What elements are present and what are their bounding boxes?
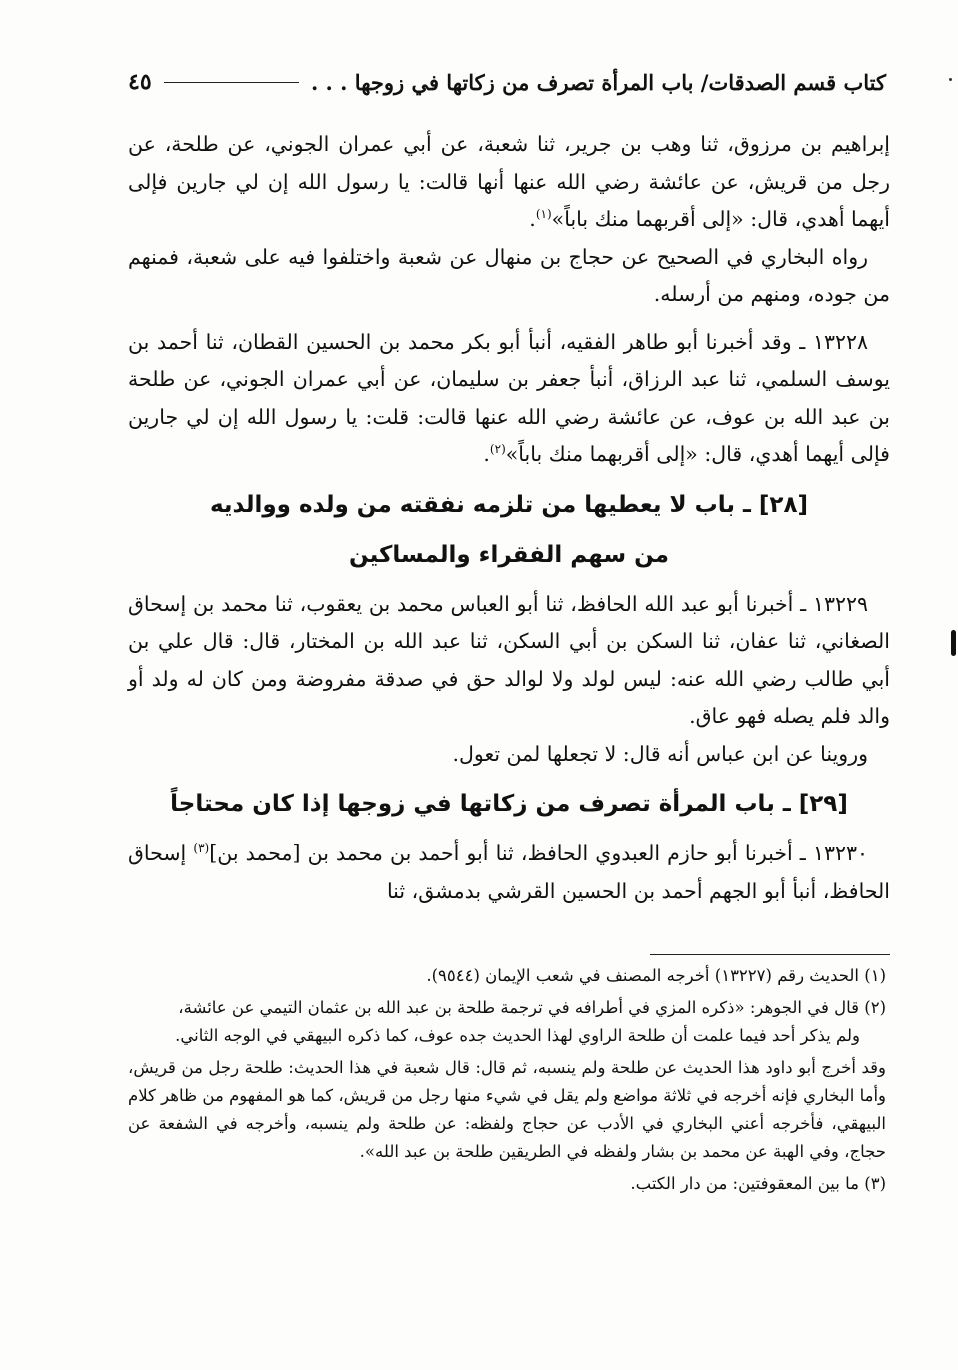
main-text: [128, 126, 890, 910]
footnote-ref-1: (١): [535, 207, 552, 222]
hadith-13229: ١٣٢٢٩ ـ أخبرنا أبو عبد الله الحافظ، ثنا أبو العباس محمد بن يعقوب، ثنا محمد بن إسحاق الصغاني، ثنا عفان، ثنا السكن بن أبي السكن، ثنا عبد الله بن المختار، قال: قال علي بن أبي طالب رضي الله عنه: ليس لولد ولا لوالد حق في صدقة مفروضة ومن كان له ولد أو والد فلم يصله فهو عاق.: [128, 591, 890, 728]
footnote-ref-2: (٢): [489, 442, 506, 457]
footnote-3: (٣) ما بين المعقوفتين: من دار الكتب.: [630, 1174, 886, 1193]
running-head-rule: [164, 82, 299, 83]
hadith-13228: ١٣٢٢٨ ـ وقد أخبرنا أبو طاهر الفقيه، أنبأ أبو بكر محمد بن الحسين القطان، ثنا أحمد بن يوسف السلمي، ثنا عبد الرزاق، أنبأ جعفر بن سليمان، عن أبي عمران الجوني، عن طلحة بن عبد الله بن عوف، عن عائشة رضي الله عنها قالت: قلت: يا رسول الله إن لي جارين فإلى أيهما أهدي، قال: «إلى أقربهما منك باباً»$^{(٢)}$.: [128, 329, 890, 466]
chapter-heading-28: [128, 480, 890, 580]
running-title: كتاب قسم الصدقات/ باب المرأة تصرف من زكاتها في زوجها . . .: [310, 69, 886, 95]
footnote-1: (١) الحديث رقم (١٣٢٢٧) أخرجه المصنف في شعب الإيمان (٩٥٤٤).: [426, 966, 886, 985]
hadith-13230: ١٣٢٣٠ ـ أخبرنا أبو حازم العبدوي الحافظ، ثنا أبو أحمد بن محمد بن [محمد بن]$^{(٣)}$ إسحاق الحافظ، أنبأ أبو الجهم أحمد بن الحسين القرشي بدمشق، ثنا: [128, 841, 890, 903]
footnote-2-continuation: ولم يذكر أحد فيما علمت أن طلحة الراوي لهذا الحديث جده عوف، كما ذكره البيهقي في الوجه الثاني.: [175, 1026, 860, 1045]
footnote-2: (٢) قال في الجوهر: «ذكره المزي في أطرافه في ترجمة طلحة بن عبد الله بن عثمان التيمي عن عائشة،: [178, 998, 886, 1017]
running-head: [128, 62, 886, 102]
narration-note: رواه البخاري في الصحيح عن حجاج بن منهال عن شعبة واختلفوا فيه على شعبة، فمنهم من جوده، ومنهم من أرسله.: [128, 244, 890, 306]
footnote-rule: [650, 954, 890, 955]
chapter-heading-28-line2: من سهم الفقراء والمساكين: [348, 541, 670, 568]
footnote-2-paragraph: وقد أخرج أبو داود هذا الحديث عن طلحة ولم ينسبه، ثم قال: قال شعبة في هذا الحديث: طلحة رجل من قريش، وأما البخاري فإنه أخرجه في ثلاثة مواضع ولم يقل في شيء منها رجل من قريش، كما هو المفهوم من ظاهر كلام البيهقي، فأخرجه أعني البخاري في الأدب عن حجاج ولفظه: عن طلحة ولم ينسبه، وأخرجه في الشفعة عن حجاج، وفي الهبة عن محمد بن بشار ولفظه في الطريقين طلحة بن عبد الله».: [128, 1058, 886, 1161]
narration-ibn-abbas: وروينا عن ابن عباس أنه قال: لا تجعلها لمن تعول.: [452, 741, 868, 766]
chapter-heading-28-line1: [٢٨] ـ باب لا يعطيها من تلزمه نفقته من ولده ووالديه: [209, 491, 809, 518]
page-number: ٤٥: [128, 69, 152, 95]
page-edge-mark: [951, 630, 956, 656]
footnotes: [128, 962, 886, 1198]
chapter-heading-29: [٢٩] ـ باب المرأة تصرف من زكاتها في زوجها إذا كان محتاجاً: [170, 791, 848, 817]
margin-mark: [949, 78, 952, 81]
footnote-ref-3: (٣): [193, 841, 210, 856]
hadith-paragraph: إبراهيم بن مرزوق، ثنا وهب بن جرير، ثنا شعبة، عن أبي عمران الجوني، عن طلحة، عن رجل من قريش، عن عائشة رضي الله عنها أنها قالت: يا رسول الله إن لي جارين فإلى أيهما أهدي، قال: «إلى أقربهما منك باباً»$^{(١)}$.: [128, 132, 890, 231]
